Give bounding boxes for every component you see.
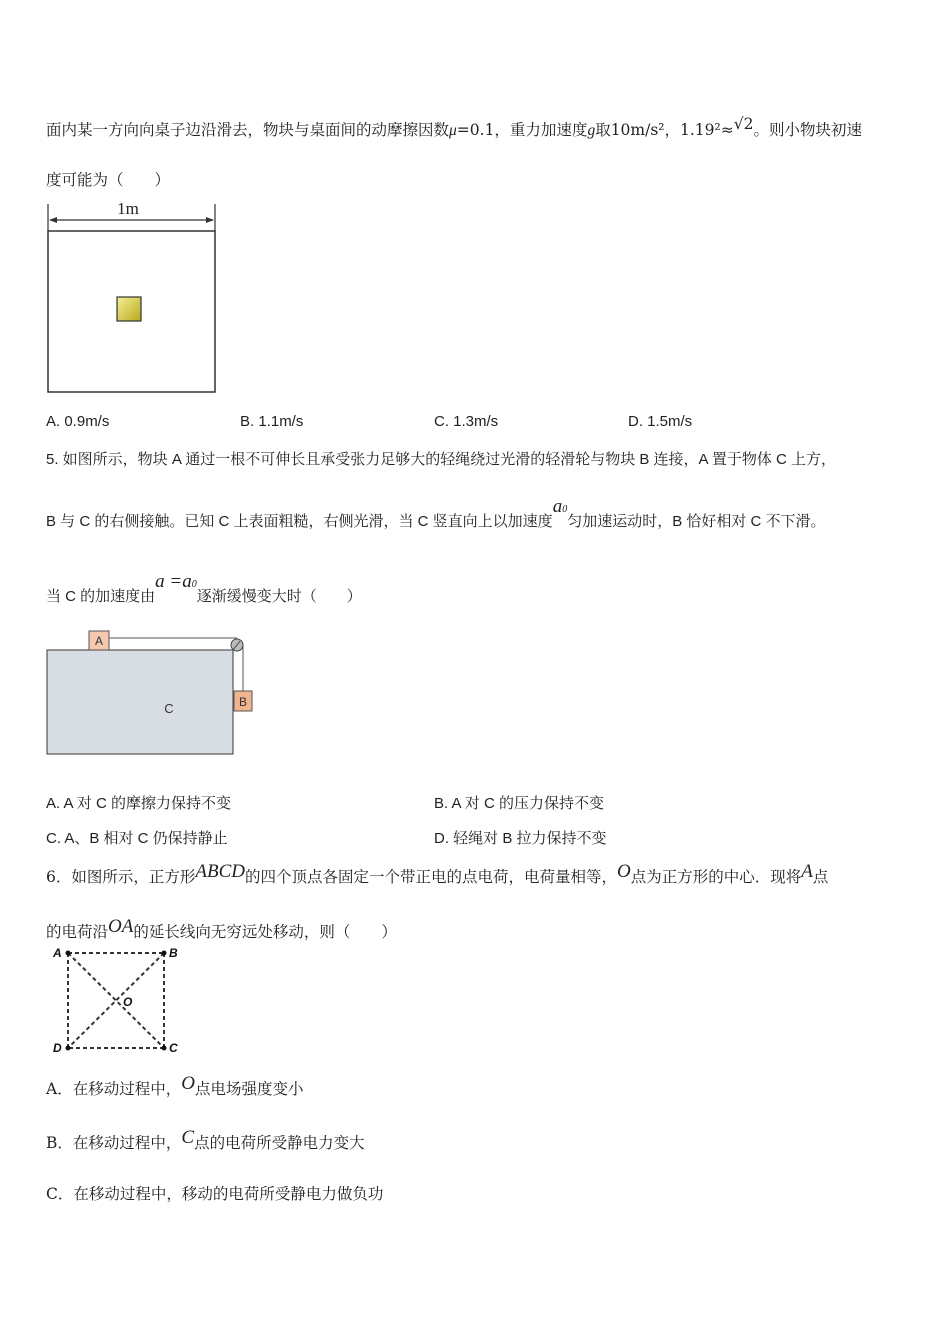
q4-option-d: D. 1.5m/s: [628, 413, 693, 430]
vertex-label-a: A: [53, 946, 62, 960]
q5-stem-line1: 5. 如图所示，物块 A 通过一根不可伸长且承受张力足够大的轻绳绕过光滑的轻滑轮与物块 B 连接，A 置于物体 C 上方，: [46, 451, 837, 468]
q5-option-c: C. A、B 相对 C 仍保持静止: [46, 830, 228, 847]
vertex-label-d: D: [53, 1041, 62, 1055]
label-c: C: [164, 701, 174, 716]
q4-figure-table: [40, 196, 230, 396]
q6-stem-line1: 6．如图所示，正方形ABCD的四个顶点各固定一个带正电的点电荷，电荷量相等，O点为正方形的中心．现将A点: [46, 861, 829, 886]
q6-option-a: A．在移动过程中，O点电场强度变小: [46, 1073, 304, 1098]
q5-option-d: D. 轻绳对 B 拉力保持不变: [434, 830, 607, 847]
charge-a: [66, 951, 71, 956]
label-a: A: [94, 634, 104, 648]
q4-option-c: C. 1.3m/s: [434, 413, 499, 430]
q4-stem-line2: 度可能为（ ）: [46, 171, 171, 189]
q5-stem-line3: 当 C 的加速度由a =a0逐渐缓慢变大时（ ）: [46, 571, 362, 605]
q5-option-b: B. A 对 C 的压力保持不变: [434, 795, 605, 812]
q4-option-b: B. 1.1m/s: [240, 413, 304, 430]
label-b: B: [238, 695, 248, 709]
q5-figure: [44, 628, 254, 758]
dimension-arrow-right: [206, 217, 214, 223]
center-label-o: O: [123, 995, 133, 1009]
speck: .: [605, 76, 607, 81]
dimension-label: 1m: [117, 199, 139, 218]
dimension-arrow-left: [49, 217, 57, 223]
q6-option-c: C．在移动过程中，移动的电荷所受静电力做负功: [46, 1185, 384, 1203]
q6-figure-square: [46, 942, 196, 1060]
q6-option-b: B．在移动过程中，C点的电荷所受静电力变大: [46, 1127, 365, 1152]
charge-d: [66, 1046, 71, 1051]
small-block: [117, 297, 141, 321]
charge-b: [162, 951, 167, 956]
charge-c: [162, 1046, 167, 1051]
vertex-label-b: B: [169, 946, 178, 960]
body-c: [47, 650, 233, 754]
q5-stem-line2: B 与 C 的右侧接触。已知 C 上表面粗糙，右侧光滑，当 C 竖直向上以加速度a0匀加速运动时，B 恰好相对 C 不下滑。: [46, 496, 826, 530]
q6-stem-line2: 的电荷沿OA的延长线向无穷远处移动，则（ ）: [46, 916, 397, 941]
q4-stem-line1: 面内某一方向向桌子边沿滑去，物块与桌面间的动摩擦因数μ=0.1，重力加速度g取10m/s²，1.19²≈√2。则小物块初速: [46, 115, 862, 139]
speck: .: [146, 1222, 148, 1227]
q5-option-a: A. A 对 C 的摩擦力保持不变: [46, 795, 232, 812]
q4-option-a: A. 0.9m/s: [46, 413, 110, 430]
vertex-label-c: C: [169, 1041, 178, 1055]
